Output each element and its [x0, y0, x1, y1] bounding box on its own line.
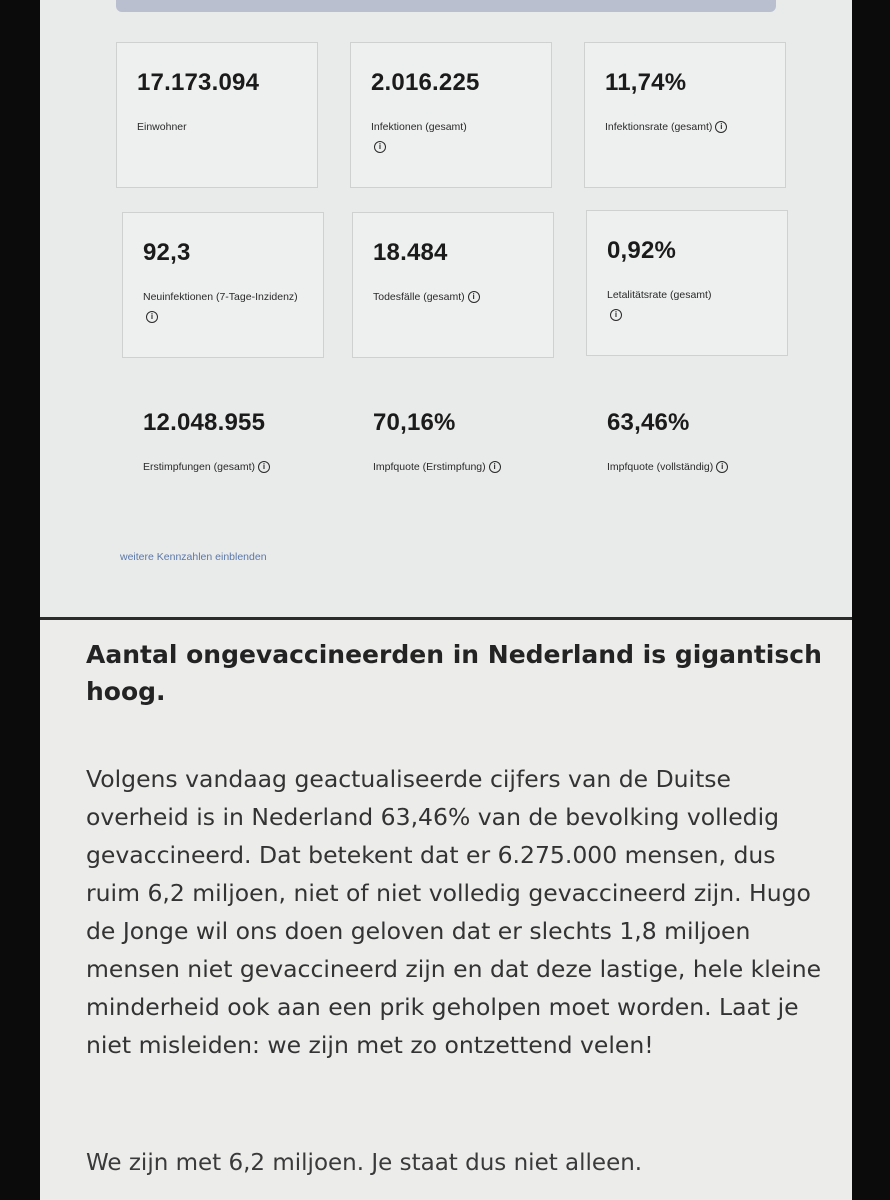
- stat-label-text: Neuinfektionen (7-Tage-Inzidenz): [143, 291, 298, 303]
- top-bar: [116, 0, 776, 12]
- stat-label: [607, 285, 767, 325]
- stat-label: [143, 457, 303, 477]
- info-icon[interactable]: i: [716, 461, 728, 473]
- more-metrics-link[interactable]: weitere Kennzahlen einblenden: [120, 551, 267, 563]
- stat-label: [607, 457, 767, 477]
- stat-card-incidence: [122, 212, 324, 358]
- screen: [40, 0, 852, 1200]
- stat-label-text: Infektionen (gesamt): [371, 121, 467, 133]
- stat-label: [371, 117, 531, 157]
- article-closing: We zijn met 6,2 miljoen. Je staat dus niet alleen.: [86, 1150, 643, 1176]
- stat-value: 0,92%: [607, 237, 677, 264]
- stat-value: 63,46%: [607, 409, 690, 436]
- stat-label-text: Infektionsrate (gesamt): [605, 121, 713, 133]
- info-icon[interactable]: i: [715, 121, 727, 133]
- stat-value: 70,16%: [373, 409, 456, 436]
- stat-label: [137, 117, 297, 137]
- stat-card-population: [116, 42, 318, 188]
- stat-label: [605, 117, 765, 137]
- article-body: Volgens vandaag geactualiseerde cijfers van de Duitse overheid is in Nederland 63,46% van de bevolking volledig gevaccineerd. Dat betekent dat er 6.275.000 mensen, dus ruim 6,2 miljoen, niet of niet volledig gevaccineerd zijn. Hugo de Jonge wil ons doen geloven dat er slechts 1,8 miljoen mensen niet gevaccineerd zijn en dat deze lastige, hele kleine minderheid ook aan een prik geholpen moet worden. Laat je niet misleiden: we zijn met zo ontzettend velen!: [86, 765, 822, 1059]
- stat-label: [143, 287, 303, 327]
- stat-value: 12.048.955: [143, 409, 266, 436]
- info-icon[interactable]: i: [468, 291, 480, 303]
- stat-card-infection-rate: [584, 42, 786, 188]
- stat-label-text: Impfquote (vollständig): [607, 461, 714, 473]
- stat-card-vaccination-rate-first: [352, 382, 554, 528]
- stat-label-text: Todesfälle (gesamt): [373, 291, 465, 303]
- stat-card-vaccination-rate-full: [586, 382, 788, 528]
- stat-value: 18.484: [373, 239, 448, 266]
- stat-label-text: Letalitätsrate (gesamt): [607, 289, 712, 301]
- stat-label: [373, 287, 533, 307]
- stat-value: 2.016.225: [371, 69, 480, 96]
- stat-card-infections: [350, 42, 552, 188]
- info-icon[interactable]: i: [489, 461, 501, 473]
- stat-value: 11,74%: [605, 69, 687, 96]
- stat-label-text: Erstimpfungen (gesamt): [143, 461, 256, 473]
- article-headline: Aantal ongevaccineerden in Nederland is gigantisch hoog.: [86, 640, 822, 706]
- stat-value: 17.173.094: [137, 69, 260, 96]
- info-icon[interactable]: i: [374, 141, 386, 153]
- stat-label-text: Impfquote (Erstimpfung): [373, 461, 486, 473]
- info-icon[interactable]: i: [610, 309, 622, 321]
- stat-card-deaths: [352, 212, 554, 358]
- stat-value: 92,3: [143, 239, 191, 266]
- article: [40, 620, 852, 1200]
- info-icon[interactable]: i: [258, 461, 270, 473]
- info-icon[interactable]: i: [146, 311, 158, 323]
- stat-card-first-vaccinations: [122, 382, 324, 528]
- stat-label-text: Einwohner: [137, 121, 187, 133]
- stat-label: [373, 457, 533, 477]
- stat-card-lethality: [586, 210, 788, 356]
